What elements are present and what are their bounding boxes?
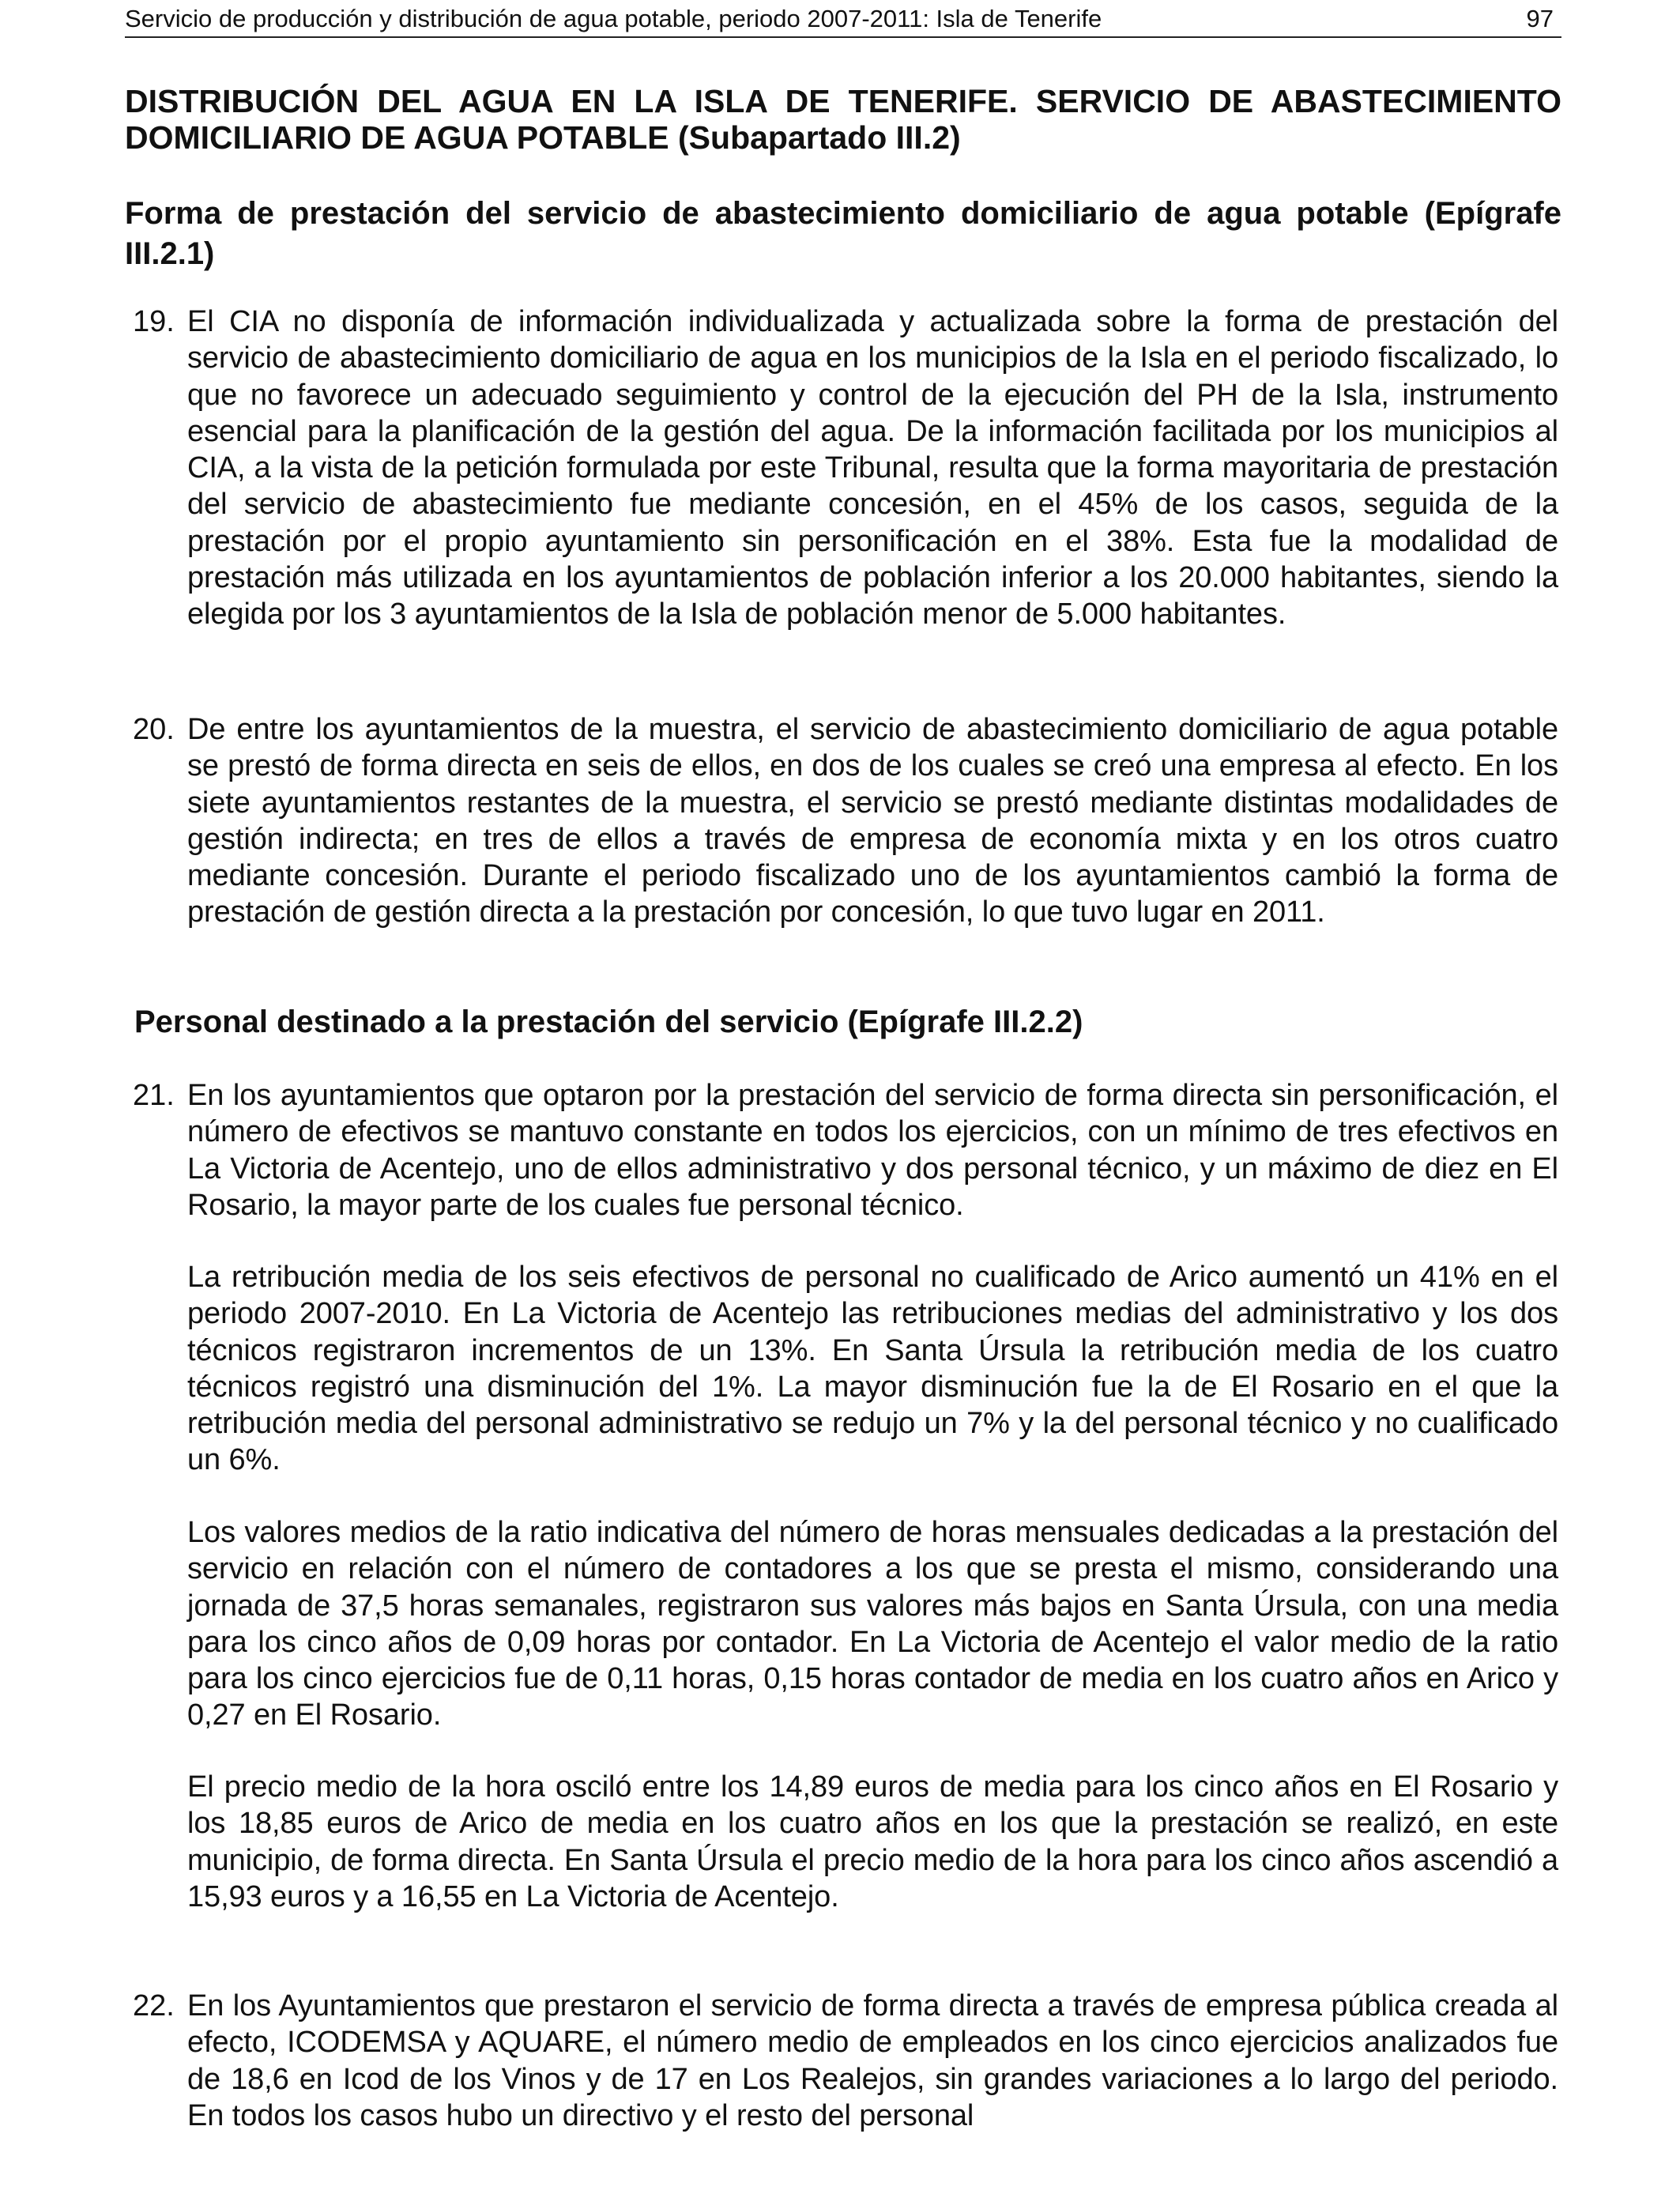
paragraph-21-ratio: [125, 1514, 1561, 1734]
paragraph-20: [125, 711, 1561, 931]
subheading-personal-block: [134, 1002, 1571, 1042]
subheading-personal: Personal destinado a la prestación del servicio (Epígrafe III.2.2): [134, 1005, 1083, 1039]
paragraph-text: En los Ayuntamientos que prestaron el servicio de forma directa a través de empresa pública creada al efecto, ICODEMSA y AQUARE, el número medio de empleados en los cinco ejercicios analizados fue de 18,6 en Icod de los Vinos y de 17 en Los Realejos, sin grandes variaciones a lo largo del periodo. En todos los casos hubo un directivo y el resto del personal: [187, 1989, 1558, 2132]
section-heading: DISTRIBUCIÓN DEL AGUA EN LA ISLA DE TENERIFE. SERVICIO DE ABASTECIMIENTO DOMICILIARIO DE AGUA POTABLE (Subapartado III.2): [125, 83, 1561, 156]
page-number: 97: [1526, 5, 1554, 32]
paragraph-number: 22.: [133, 1989, 175, 2022]
paragraph-21-retribucion: [125, 1259, 1561, 1479]
paragraph-text: El CIA no disponía de información individualizada y actualizada sobre la forma de prestación del servicio de abastecimiento domiciliario de agua en los municipios de la Isla en el periodo fiscalizado, lo que no favorece un adecuado seguimiento y control de la ejecución del PH de la Isla, instrumento esencial para la planificación de la gestión del agua. De la información facilitada por los municipios al CIA, a la vista de la petición formulada por este Tribunal, resulta que la forma mayoritaria de prestación del servicio de abastecimiento fue mediante concesión, en el 45% de los casos, seguida de la prestación por el propio ayuntamiento sin personificación en el 38%. Esta fue la modalidad de prestación más utilizada en los ayuntamientos de población inferior a los 20.000 habitantes, siendo la elegida por los 3 ayuntamientos de la Isla de población menor de 5.000 habitantes.: [187, 305, 1558, 631]
paragraph-21-precio: [125, 1769, 1561, 1915]
section-heading-block: [125, 83, 1561, 156]
paragraph-text: En los ayuntamientos que optaron por la prestación del servicio de forma directa sin personificación, el número de efectivos se mantuvo constante en todos los ejercicios, con un mínimo de tres efectivos en La Victoria de Acentejo, uno de ellos administrativo y dos personal técnico, y un máximo de diez en El Rosario, la mayor parte de los cuales fue personal técnico.: [187, 1079, 1558, 1222]
paragraph-19: [125, 303, 1561, 633]
paragraph-number: 20.: [133, 713, 175, 746]
paragraph-22: [125, 1988, 1561, 2134]
subheading-forma-prestacion-block: [125, 194, 1561, 274]
paragraph-number: 19.: [133, 305, 175, 338]
paragraph-text: El precio medio de la hora osciló entre los 14,89 euros de media para los cinco años en El Rosario y los 18,85 euros de Arico de media en los cuatro años en los que la prestación se realizó, en este municipio, de forma directa. En Santa Úrsula el precio medio de la hora para los cinco años ascendió a 15,93 euros y a 16,55 en La Victoria de Acentejo.: [187, 1770, 1558, 1913]
running-header: [125, 2, 1561, 38]
paragraph-text: Los valores medios de la ratio indicativa del número de horas mensuales dedicadas a la prestación del servicio en relación con el número de contadores a los que se presta el mismo, considerando una jornada de 37,5 horas semanales, registraron sus valores más bajos en Santa Úrsula, con una media para los cinco años de 0,09 horas por contador. En La Victoria de Acentejo el valor medio de la ratio para los cinco ejercicios fue de 0,11 horas, 0,15 horas contador de media en los cuatro años en Arico y 0,27 en El Rosario.: [187, 1516, 1558, 1732]
paragraph-text: De entre los ayuntamientos de la muestra, el servicio de abastecimiento domiciliario de agua potable se prestó de forma directa en seis de ellos, en dos de los cuales se creó una empresa al efecto. En los siete ayuntamientos restantes de la muestra, el servicio se prestó mediante distintas modalidades de gestión indirecta; en tres de ellos a través de empresa de economía mixta y en los otros cuatro mediante concesión. Durante el periodo fiscalizado uno de los ayuntamientos cambió la forma de prestación de gestión directa a la prestación por concesión, lo que tuvo lugar en 2011.: [187, 713, 1558, 929]
subheading-forma-prestacion: Forma de prestación del servicio de abastecimiento domiciliario de agua potable (Epígrafe III.2.1): [125, 196, 1561, 271]
header-title: Servicio de producción y distribución de agua potable, periodo 2007-2011: Isla de Tenerife: [125, 5, 1102, 32]
paragraph-21: [125, 1077, 1561, 1223]
paragraph-number: 21.: [133, 1079, 175, 1112]
paragraph-text: La retribución media de los seis efectivos de personal no cualificado de Arico aumentó un 41% en el periodo 2007-2010. En La Victoria de Acentejo las retribuciones medias del administrativo y los dos técnicos registraron incrementos de un 13%. En Santa Úrsula la retribución media de los cuatro técnicos registró una disminución del 1%. La mayor disminución fue la de El Rosario en el que la retribución media del personal administrativo se redujo un 7% y la del personal técnico y no cualificado un 6%.: [187, 1261, 1558, 1477]
